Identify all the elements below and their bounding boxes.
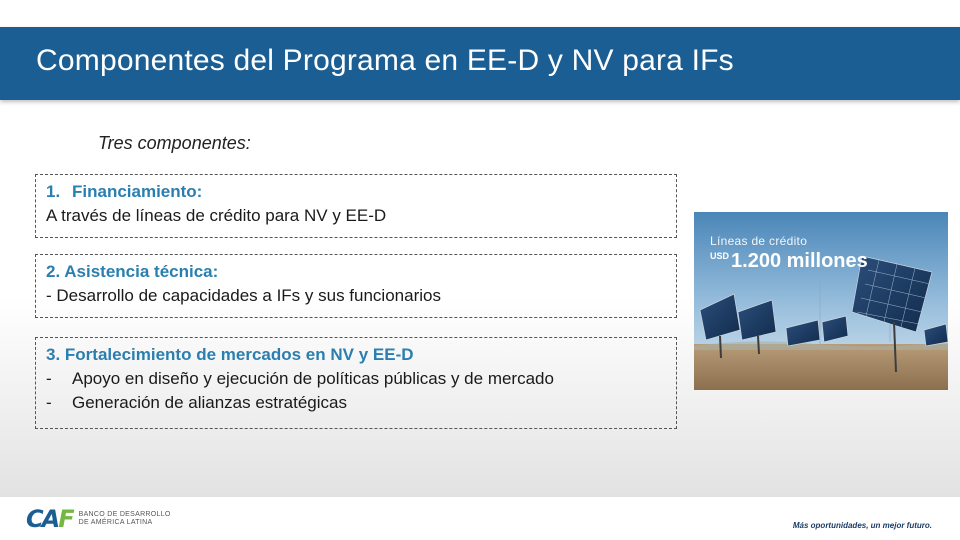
list-number: 1. [46,182,61,201]
caf-logo [26,507,171,531]
caf-logo-mark: CAF [26,505,73,533]
tagline: Más oportunidades, un mejor futuro. [792,521,932,530]
list-item [46,367,668,391]
list-item [46,391,668,415]
component-box-market-strengthening [35,337,677,429]
component-line: A través de líneas de crédito para NV y EE-D [46,206,387,225]
intro-text: Tres componentes: [98,133,251,153]
photo-amount [710,250,868,273]
photo-caption: Líneas de crédito [710,234,808,248]
component-box-technical-assistance [35,254,677,318]
component-box-financing [35,174,677,238]
slide-title: Componentes del Programa en EE-D y NV para IFs [36,44,734,77]
amount-value: 1.200 millones [731,250,868,272]
list-dash: - [46,393,52,412]
component-line: - Desarrollo de capacidades a IFs y sus funcionarios [46,286,441,305]
component-heading: 2. Asistencia técnica: [46,262,219,281]
component-heading: 3. Fortalecimiento de mercados en NV y EE-D [46,345,414,364]
component-heading-label: Financiamiento: [72,182,203,201]
bank-name: BANCO DE DESARROLLO DE AMÉRICA LATINA [78,511,171,526]
list-item-text: Generación de alianzas estratégicas [72,393,347,412]
top-margin [0,0,960,26]
list-item-text: Apoyo en diseño y ejecución de políticas públicas y de mercado [72,369,554,388]
component-heading [46,180,668,204]
solar-panels-image [694,212,948,390]
currency-label: USD [710,251,730,261]
list-dash: - [46,369,52,388]
